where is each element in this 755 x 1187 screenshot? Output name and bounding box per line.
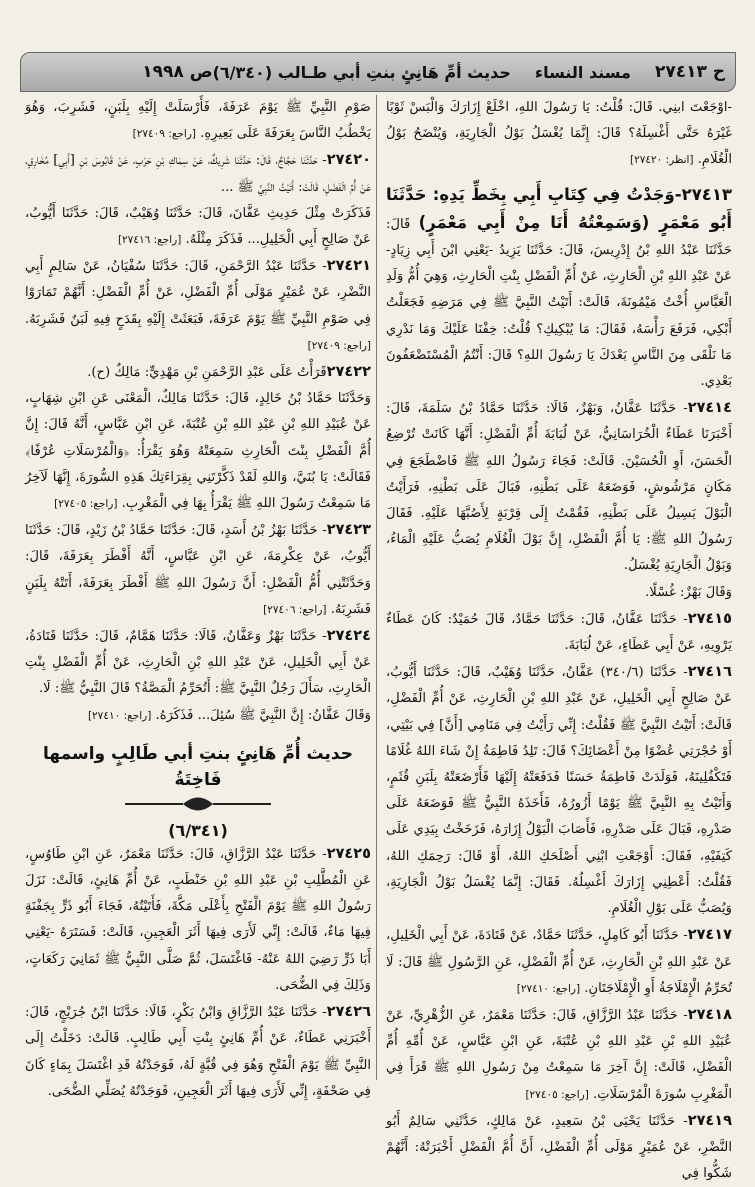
hadith-number: ٢٧٤٢٠ xyxy=(326,152,371,169)
cross-reference: [راجع: ٢٧٤٠٩] xyxy=(132,128,196,141)
hadith-number: ٢٧٤١٧ xyxy=(687,927,732,944)
hadith-number: ٢٧٤١٦ xyxy=(687,664,732,681)
cross-reference: [راجع: ٢٧٤٠٦] xyxy=(263,603,327,616)
hadith-entry: ٢٧٤٢٠- حَدَّثَنَا حَجَّاجٌ، قَالَ: حَدَّثَنَا شَرِيكٌ، عَنْ سِمَاكِ بْنِ حَرْبٍ، عَنْ قَابُوسَ بْنِ [أَبِي] مُخَارِقٍ، عَنْ أُمِّ الْفَضْلِ، قَالَتْ: أَتَيْتُ النَّبِيَّ ﷺ ... xyxy=(25,152,371,195)
hadith-number: ٢٧٤٢٦ xyxy=(326,1004,371,1021)
cross-reference: [راجع: ٢٧٤٠٩] xyxy=(307,339,371,352)
column-divider xyxy=(376,95,377,1080)
hadith-range: ح ٢٧٤١٣ xyxy=(654,62,725,82)
hadith-heading: -وَجَدْتُ فِي كِتَابِ أَبِي بِخَطِّ يَدِهِ: حَدَّثَنَا أَبُو مَعْمَرٍ (وَسَمِعْتُهُ أَنَا مِنْ أَبِي مَعْمَرٍ) xyxy=(386,184,732,232)
hadith-text: -اوْجَعْتَ ابنِي. قَالَ: قُلْتُ: يَا رَسُولَ اللهِ، اخْلَعْ إِزَارَكَ وَالْبَسْ ثَوْبًا غَيْرَهُ حَتَّى أَغْسِلَهُ؟ قَالَ: إِنَّمَا يُغْسَلُ بَوْلُ الْجَارِيَةِ، وَيُنْضَحُ بَوْلُ الْغُلَامِ. [انظر: ٢٧٤٢٠] xyxy=(386,100,732,168)
cross-reference: [راجع: ٢٧٤٠٥] xyxy=(54,498,118,511)
cross-reference: [راجع: ٢٧٤١٠] xyxy=(87,709,152,722)
book-title: مسند النساء xyxy=(534,62,631,82)
cross-reference: [راجع: ٢٧٤٠٥] xyxy=(525,1088,589,1101)
cross-reference: [راجع: ٢٧٤١٠] xyxy=(516,982,581,995)
hadith-number: ٢٧٤١٩ xyxy=(687,1112,732,1129)
hadith-entry: ٢٧٤١٨- حَدَّثَنَا عَبْدُ الرَّزَّاقِ، قَالَ: حَدَّثَنَا مَعْمَرٌ، عَنِ الزُّهْرِيِّ، عَنْ عُبَيْدِ اللهِ بْنِ عَبْدِ اللهِ بْنِ عُتْبَةَ، عَنِ ابْنِ عَبَّاسٍ، عَنْ أُمِّهِ أُمِّ الْفَضْلِ، قَالَتْ: إِنَّ آخِرَ مَا سَمِعْتُ مِنْ رَسُولِ اللهِ ﷺ قَرَأَ فِي الْمَغْرِبِ سُورَةَ الْمُرْسَلَاتِ. [راجع: ٢٧٤٠٥] xyxy=(386,1006,732,1102)
hadith-entry: ٢٧٤١٩- حَدَّثَنَا يَحْيَى بْنُ سَعِيدٍ، عَنْ مَالِكٍ، حَدَّثَنِي سَالِمٌ أَبُو النَّضْرِ، عَنْ عُمَيْرٍ مَوْلَى أُمِّ الْفَضْلِ، أَنَّ أُمَّ الْفَضْلِ أَخْبَرَتْهُ: أَنَّهُمْ شَكُّوا فِي xyxy=(386,1112,732,1182)
hadith-entry: ٢٧٤١٦- حَدَّثَنَا (٣٤٠/٦) عَفَّانُ، حَدَّثَنَا وُهَيْبٌ، قَالَ: حَدَّثَنَا أَيُّوبُ، عَنْ صَالِحٍ أَبِي الْخَلِيلِ، عَنْ عَبْدِ اللهِ بْنِ الْحَارِثِ، عَنْ أُمِّ الْفَضْلِ، قَالَتْ: أَتَيْتُ النَّبِيَّ ﷺ فَقُلْتُ: إِنِّي رَأَيْتُ فِي مَنَامِي [أَنَّ] فِي بَيْتِي، أَوْ حُجْرَتِي عُضْوًا مِنْ أَعْضَائِكَ؟ قَالَ: تَلِدُ فَاطِمَةُ إِنْ شَاءَ اللهُ غُلَامًا فَتَكْفُلِينَهُ، فَوَلَدَتْ فَاطِمَةُ حَسَنًا فَدَفَعَتْهُ إِلَيْهَا فَأَرْضَعَتْهُ بِلَبَنِ قُثَمٍ، وَأَتَيْتُ بِهِ النَّبِيَّ ﷺ يَوْمًا أَزُورُهُ، فَأَخَذَهُ النَّبِيُّ ﷺ فَوَضَعَهُ عَلَى صَدْرِهِ، فَبَالَ عَلَى صَدْرِهِ، فَأَصَابَ الْبَوْلُ إِزَارَهُ، فَزَخَخْتُ بِيَدِي عَلَى كَتِفَيْهِ، فَقَالَ: أَوْجَعْتِ ابْنِي أَصْلَحَكِ اللهُ، أَوْ قَالَ: رَحِمَكِ اللهُ، فَقُلْتُ: أَعْطِنِي إِزَارَكَ أَغْسِلُهُ. فَقَالَ: إِنَّمَا يُغْسَلُ بَوْلُ الْجَارِيَةِ، وَيُصَبُّ عَلَى بَوْلِ الْغُلَامِ. xyxy=(386,664,732,917)
hadith-entry: ٢٧٤٢٦- حَدَّثَنَا عَبْدُ الرَّزَّاقِ وَابْنُ بَكْرٍ، قَالَا: حَدَّثَنَا ابْنُ جُرَيْجٍ، قَالَ: أَخْبَرَنِي عَطَاءٌ، عَنْ أُمِّ هَانِئٍ بِنْتِ أَبِي طَالِبٍ. قَالَتْ: دَخَلْتُ إِلَى النَّبِيِّ ﷺ يَوْمَ الْفَتْحِ وَهُوَ فِي قُبَّةٍ لَهُ، فَوَجَدْتُهُ قَدِ اغْتَسَلَ بِمَاءٍ كَانَ فِي صَحْفَةٍ، إِنِّي لَأَرَى فِيهَا أَثَرَ الْعَجِينِ، فَوَجَدْتُهُ يُصَلِّي الضُّحَى. xyxy=(25,1004,371,1099)
hadith-number: ٢٧٤١٥ xyxy=(687,610,732,627)
hadith-entry: ٢٧٤٢٣- حَدَّثَنَا بَهْزُ بْنُ أَسَدٍ، قَالَ: حَدَّثَنَا حَمَّادُ بْنُ زَيْدٍ، قَالَ: حَدَّثَنَا أَيُّوبُ، عَنْ عِكْرِمَةَ، عَنِ ابْنِ عَبَّاسٍ، أَنَّهُ أَفْطَرَ بِعَرَفَةَ، قَالَ: وَحَدَّثَتْنِي أُمُّ الْفَضْلِ: أَنَّ رَسُولَ اللهِ ﷺ أَفْطَرَ بِعَرَفَةَ، أَتَتْهُ بِلَبَنٍ فَشَرِبَهُ. [راجع: ٢٧٤٠٦] xyxy=(25,522,371,617)
hadith-entry: ٢٧٤٢١- حَدَّثَنَا عَبْدُ الرَّحْمَنِ، قَالَ: حَدَّثَنَا سُفْيَانُ، عَنْ سَالِمٍ أَبِي النَّضْرِ، عَنْ عُمَيْرٍ مَوْلَى أُمِّ الْفَضْلِ، عَنْ أُمِّ الْفَضْلِ: أَنَّهُمْ تَمَارَوْا فِي صَوْمِ النَّبِيِّ ﷺ يَوْمَ عَرَفَةَ، فَبَعَثَتْ إِلَيْهِ بِقَدَحٍ فِيهِ لَبَنٌ فَشَرِبَهُ. [راجع: ٢٧٤٠٩] xyxy=(25,258,371,352)
left-column xyxy=(25,95,371,1099)
hadith-note: وَقَالَ بَهْزٌ: غُسْلًا. xyxy=(645,584,732,600)
hadith-number: ٢٧٤٢٢ xyxy=(326,364,371,381)
cross-reference: [راجع: ٢٧٤١٦] xyxy=(117,234,182,247)
ornament-divider-icon xyxy=(123,793,273,815)
hadith-entry: ٢٧٤١٧- حَدَّثَنَا أَبُو كَامِلٍ، حَدَّثَنَا حَمَّادٌ، عَنْ قَتَادَةَ، عَنْ أَبِي الْخَلِيلِ، عَنْ عَبْدِ اللهِ بْنِ الْحَارِثِ، عَنْ أُمِّ الْفَضْلِ، عَنِ الرَّسُولِ ﷺ قَالَ: لَا تُحَرِّمُ الْإِمْلَاجَةُ أَوِ الْإِمْلَاجَتَانِ. [راجع: ٢٧٤١٠] xyxy=(386,927,732,996)
hadith-note: وَحَدَّثَنَا حَمَّادُ بْنُ خَالِدٍ، قَالَ: حَدَّثَنَا مَالِكٌ، الْمَعْنَى عَنِ ابْنِ شِهَابٍ، عَنْ عُبَيْدِ اللهِ بْنِ عَبْدِ اللهِ بْنِ عُتْبَةَ، عَنِ ابْنِ عَبَّاسٍ، أَنَّهُ قَالَ: إِنَّ أُمَّ الْفَضْلِ بِنْتَ الْحَارِثِ سَمِعَتْهُ وَهُوَ يَقْرَأُ: ﴿وَالْمُرْسَلَاتِ عُرْفًا﴾ فَقَالَتْ: يَا بُنَيَّ، وَاللهِ لَقَدْ ذَكَّرْتَنِي بِقِرَاءَتِكَ هَذِهِ السُّورَةَ، إِنَّهَا لَآخِرُ مَا سَمِعْتُ رَسُولَ اللهِ ﷺ يَقْرَأُ بِهَا فِي الْمَغْرِبِ. [راجع: ٢٧٤٠٥] xyxy=(25,391,371,512)
hadith-entry: ٢٧٤٢٥- حَدَّثَنَا عَبْدُ الرَّزَّاقِ، قَالَ: حَدَّثَنَا مَعْمَرٌ، عَنِ ابْنِ طَاوُسٍ، عَنِ الْمُطَّلِبِ بْنِ عَبْدِ اللهِ بْنِ حَنْطَبٍ، عَنْ أُمِّ هَانِئٍ، قَالَتْ: نَزَلَ رَسُولُ اللهِ ﷺ يَوْمَ الْفَتْحِ بِأَعْلَى مَكَّةَ، فَأَتَيْتُهُ، فَجَاءَ أَبُو ذَرٍّ بِجَفْنَةٍ فِيهَا مَاءٌ، قَالَتْ: إِنِّي لَأَرَى فِيهَا أَثَرَ الْعَجِينِ، قَالَتْ: فَسَتَرَهُ -يَعْنِي أَبَا ذَرٍّ رَضِيَ اللهُ عَنْهُ- فَاغْتَسَلَ، ثُمَّ صَلَّى النَّبِيُّ ﷺ ثَمَانِيَ رَكَعَاتٍ، وَذَلِكَ فِي الضُّحَى. xyxy=(25,845,371,993)
hadith-entry: ٢٧٤١٥- حَدَّثَنَا عَفَّانُ، قَالَ: حَدَّثَنَا حَمَّادٌ، قَالَ حُمَيْدٌ: كَانَ عَطَاءٌ يَرْوِيهِ، عَنْ أَبِي عَطَاءٍ، عَنْ لُبَابَةَ. xyxy=(386,610,732,654)
hadith-text: صَوْمِ النَّبِيِّ ﷺ يَوْمَ عَرَفَةَ، فَأَرْسَلَتْ إِلَيْهِ بِلَبَنٍ، فَشَرِبَ، وَهُوَ يَخْطُبُ النَّاسَ بِعَرَفَةَ عَلَى بَعِيرِهِ. [راجع: ٢٧٤٠٩] xyxy=(25,100,371,142)
hadith-note: وَقَالَ عَفَّانُ: إِنَّ النَّبِيَّ ﷺ سُئِلَ... فَذَكَرَهُ. [راجع: ٢٧٤١٠] xyxy=(87,707,371,723)
hadith-number: ٢٧٤١٤ xyxy=(687,400,732,417)
right-column xyxy=(386,95,732,1182)
hadith-number: ٢٧٤٢١ xyxy=(326,258,371,275)
hadith-entry: ٢٧٤٢٢قَرَأْتُ عَلَى عَبْدِ الرَّحْمَنِ بْنِ مَهْدِيٍّ: مَالِكٌ (ح). xyxy=(87,364,371,381)
page-number: ص ١٩٩٨ xyxy=(142,62,213,82)
hadith-entry: ٢٧٤١٣-وَجَدْتُ فِي كِتَابِ أَبِي بِخَطِّ يَدِهِ: حَدَّثَنَا أَبُو مَعْمَرٍ (وَسَمِعْتُهُ أَنَا مِنْ أَبِي مَعْمَرٍ) قَالَ: حَدَّثَنَا عَبْدُ اللهِ بْنُ إِدْرِيسَ، قَالَ: حَدَّثَنَا يَزِيدُ -يَعْنِي ابْنَ أَبِي زِيَادٍ- عَنْ عَبْدِ اللهِ بْنِ الْحَارِثِ، عَنْ أُمِّ الْفَضْلِ بِنْتِ الْحَارِثِ، وَهِيَ أُمُّ وَلَدِ الْعَبَّاسِ أُخْتُ مَيْمُونَةَ، قَالَتْ: أَتَيْتُ النَّبِيَّ ﷺ فِي مَرَضِهِ فَجَعَلْتُ أَبْكِي، فَرَفَعَ رَأْسَهُ، فَقَالَ: مَا يُبْكِيكِ؟ قُلْتُ: خِفْنَا عَلَيْكَ وَمَا نَدْرِي مَا نَلْقَى مِنَ النَّاسِ بَعْدَكَ يَا رَسُولَ اللهِ؟ قَالَ: أَنْتُمُ الْمُسْتَضْعَفُونَ بَعْدِي. xyxy=(386,184,732,390)
hadith-number: ٢٧٤١٣ xyxy=(681,184,732,204)
chapter-heading xyxy=(25,741,371,841)
cross-reference: [انظر: ٢٧٤٢٠] xyxy=(629,154,694,167)
chapter-number: (٦/٣٤١) xyxy=(168,820,228,840)
hadith-entry: ٢٧٤٢٤- حَدَّثَنَا بَهْزٌ وَعَفَّانُ، قَالَا: حَدَّثَنَا هَمَّامٌ، قَالَ: حَدَّثَنَا قَتَادَةُ، عَنْ أَبِي الْخَلِيلِ، عَنْ عَبْدِ اللهِ بْنِ الْحَارِثِ، عَنْ أُمِّ الْفَضْلِ بِنْتِ الْحَارِثِ، سَأَلَ رَجُلٌ النَّبِيَّ ﷺ: أَتُحَرِّمُ الْمَصَّةُ؟ قَالَ النَّبِيُّ ﷺ: لَا. xyxy=(25,628,371,697)
hadith-number: ٢٧٤٢٥ xyxy=(326,845,371,862)
hadith-number: ٢٧٤١٨ xyxy=(687,1006,732,1023)
chapter-title: حديث أُمِّ هَانِئٍ بنتِ أبي طَالِبٍ واسمها فَاخِتَةُ xyxy=(42,743,353,790)
section-title: حديث أمِّ هَانِئٍ بنتِ أبي طـالب (٦/٣٤٠) xyxy=(212,62,511,82)
hadith-number: ٢٧٤٢٣ xyxy=(326,522,371,539)
hadith-note: فَذَكَرَتْ مِثْلَ حَدِيثِ عَفَّانَ، قَالَ: حَدَّثَنَا وُهَيْبٌ، قَالَ: حَدَّثَنَا أَيُّوبُ، عَنْ صَالِحٍ أَبِي الْخَلِيلِ... فَذَكَرَ مِثْلَهُ. [راجع: ٢٧٤١٦] xyxy=(25,205,371,248)
hadith-entry: ٢٧٤١٤- حَدَّثَنَا عَفَّانُ، وَبَهْزٌ، قَالَا: حَدَّثَنَا حَمَّادُ بْنُ سَلَمَةَ، قَالَ: أَخْبَرَنَا عَطَاءٌ الْخُرَاسَانِيُّ، عَنْ لُبَابَةَ أُمِّ الْفَضْلِ: أَنَّهَا كَانَتْ تُرْضِعُ الْحَسَنَ، أَوِ الْحُسَيْنَ. قَالَتْ: فَجَاءَ رَسُولُ اللهِ ﷺ فَاضْطَجَعَ فِي مَكَانٍ مَرْشُوشٍ، فَوَضَعَهُ عَلَى بَطْنِهِ، فَبَالَ عَلَى بَطْنِهِ، فَرَأَيْتُ الْبَوْلَ يَسِيلُ عَلَى بَطْنِهِ، فَقُمْتُ إِلَى قِرْبَةٍ لِأَصُبَّهَا عَلَيْهِ. فَقَالَ رَسُولُ اللهِ ﷺ: يَا أُمَّ الْفَضْلِ، إِنَّ بَوْلَ الْغُلَامِ يُصَبُّ عَلَيْهِ الْمَاءُ، وَبَوْلُ الْجَارِيَةِ يُغْسَلُ. xyxy=(386,400,732,574)
page-header xyxy=(20,52,736,92)
hadith-number: ٢٧٤٢٤ xyxy=(326,628,371,645)
